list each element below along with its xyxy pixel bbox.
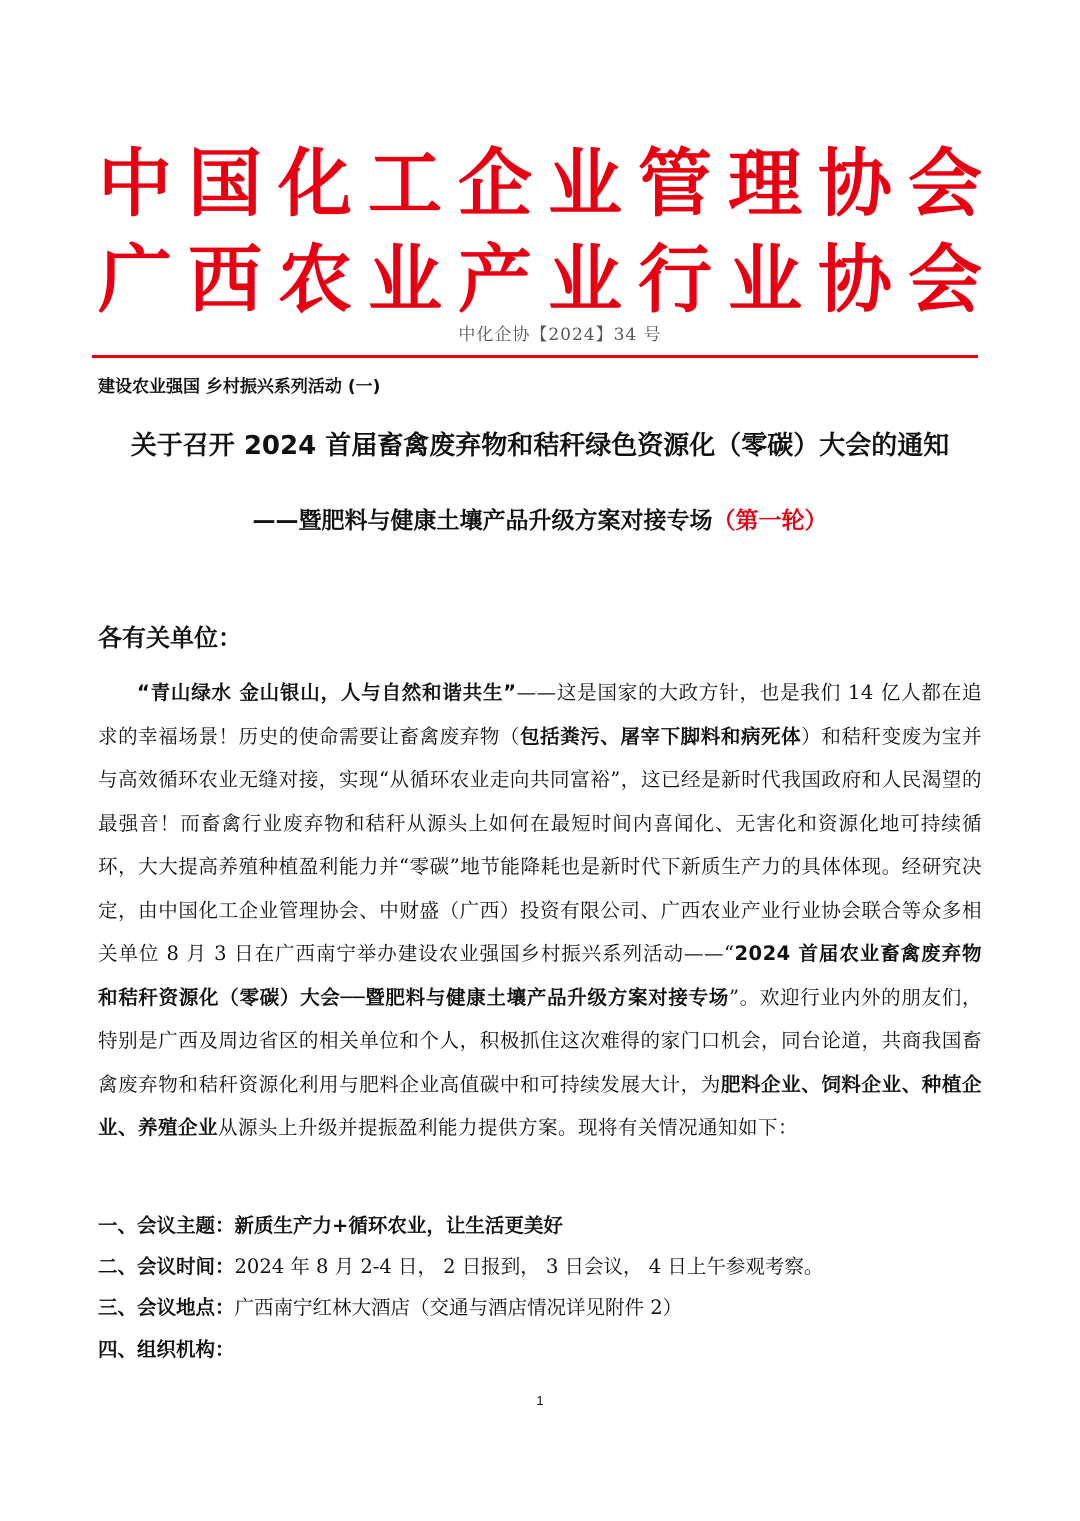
slogan-quote: “青山绿水 金山银山，人与自然和谐共生”	[137, 681, 517, 704]
org1-char: 管	[638, 141, 712, 227]
org1-char: 会	[908, 141, 982, 227]
org1-char: 化	[278, 141, 352, 227]
meeting-location	[98, 1292, 682, 1320]
item-label: 三、会议地点：	[98, 1296, 235, 1319]
meeting-theme	[98, 1210, 563, 1238]
body-text: ——这是国家的大政方针，也是我们 14 亿人都在追求的幸福场景！历史的使命需要让畜禽废弃物（	[98, 681, 982, 748]
item-value: 2024 年 8 月 2-4 日， 2 日报到， 3 日会议， 4 日上午参观考察。	[234, 1255, 824, 1278]
notice-title: 关于召开 2024 首届畜禽废弃物和秸秆绿色资源化（零碳）大会的通知	[130, 431, 950, 461]
org2-char: 广	[98, 237, 172, 323]
item-value: 广西南宁红林大酒店（交通与酒店情况详见附件 2）	[234, 1296, 683, 1319]
header-divider	[92, 355, 978, 358]
organizers-heading	[98, 1334, 235, 1362]
target-enterprises: 肥料企业、饲料企业、种植企业、养殖企业	[98, 1072, 982, 1139]
org2-char: 会	[908, 237, 982, 323]
body-text: ）和秸秆变废为宝并与高效循环农业无缝对接，实现“从循环农业走向共同富裕”，这已经是新时代我国政府和人民渴望的最强音！而畜禽行业废弃物和秸秆从源头上如何在最短时间内喜闻化、无害化和资源化地可持续循环，大大提高养殖种植盈利能力并“零碳”地节能降耗也是新时代下新质生产力的具体体现。经研究决定，由中国化工企业管理协会、中财盛（广西）投资有限公司、广西农业产业行业协会联合等众多相关单位 8 月 3 日在广西南宁举办建设农业强国乡村振兴系列活动——“	[98, 724, 982, 965]
subtitle-main: ——暨肥料与健康土壤产品升级方案对接专场	[252, 508, 713, 534]
item-label: 一、会议主题：	[98, 1214, 235, 1237]
org1-char: 企	[458, 141, 532, 227]
item-label: 二、会议时间：	[98, 1255, 235, 1278]
org2-char: 业	[368, 237, 442, 323]
meeting-time	[98, 1251, 823, 1279]
waste-types: 包括粪污、屠宰下脚料和病死体	[519, 724, 802, 748]
org-name-line-1	[98, 136, 982, 232]
notice-subtitle	[0, 502, 1080, 535]
item-value: 新质生产力+循环农业，让生活更美好	[234, 1214, 563, 1237]
document-number: 中化企协【2024】34 号	[458, 325, 662, 345]
page-number: 1	[536, 1393, 544, 1408]
subtitle-round: （第一轮）	[712, 508, 828, 534]
org1-char: 协	[818, 141, 892, 227]
org2-char: 行	[638, 237, 712, 323]
item-label: 四、组织机构：	[98, 1338, 235, 1361]
org2-char: 西	[188, 237, 262, 323]
org2-char: 协	[818, 237, 892, 323]
body-paragraph	[98, 671, 982, 1150]
org1-char: 工	[368, 141, 442, 227]
org2-char: 产	[458, 237, 532, 323]
org2-char: 农	[278, 237, 352, 323]
org2-char: 业	[728, 237, 802, 323]
salutation: 各有关单位：	[98, 624, 242, 652]
org1-char: 中	[98, 141, 172, 227]
org-name-line-2	[98, 232, 982, 328]
org2-char: 业	[548, 237, 622, 323]
org1-char: 国	[188, 141, 262, 227]
body-text: 从源头上升级并提振盈利能力提供方案。现将有关情况通知如下：	[218, 1116, 799, 1139]
body-text: ”。欢迎行业内外的朋友们，特别是广西及周边省区的相关单位和个人，积极抓住这次难得的家门口机会，同台论道，共商我国畜禽废弃物和秸秆资源化利用与肥料企业高值碳中和可持续发展大计，为	[98, 985, 982, 1096]
series-label: 建设农业强国 乡村振兴系列活动 (一)	[98, 377, 381, 397]
org1-char: 理	[728, 141, 802, 227]
event-name: 2024 首届农业畜禽废弃物和秸秆资源化（零碳）大会──暨肥料与健康土壤产品升级方案对接专场	[98, 942, 983, 1009]
org1-char: 业	[548, 141, 622, 227]
